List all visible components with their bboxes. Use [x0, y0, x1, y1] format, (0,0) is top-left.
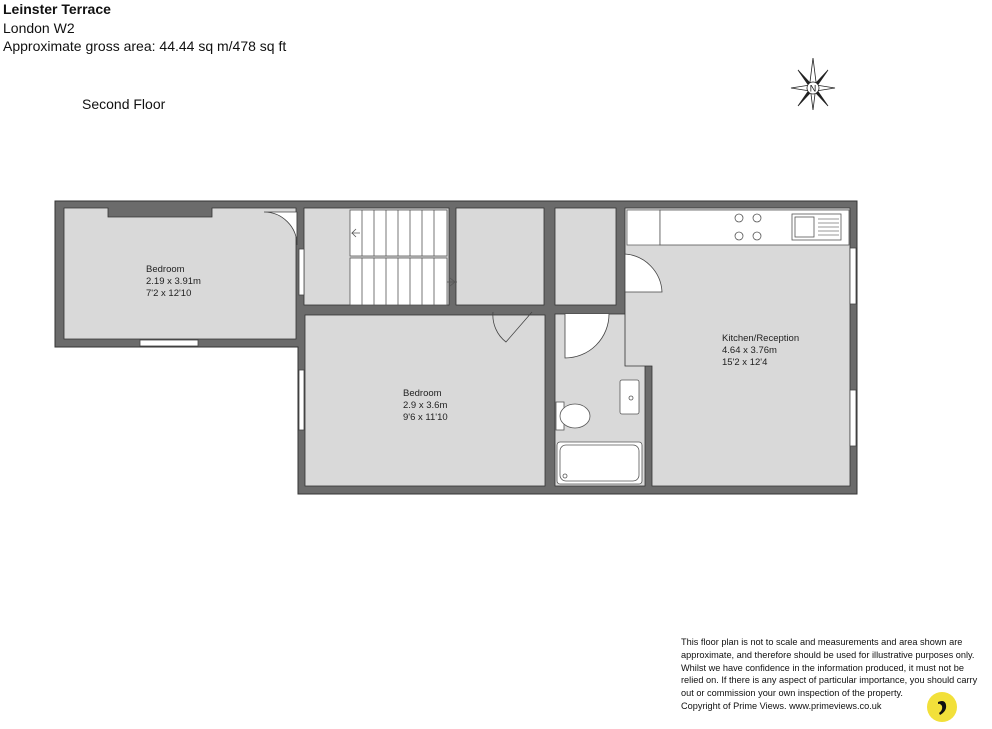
room-label-kitchen-reception	[722, 333, 799, 369]
room-name: Bedroom	[146, 264, 185, 275]
room-dimensions-metric: 2.9 x 3.6m	[403, 400, 448, 411]
room-name: Bedroom	[403, 388, 442, 399]
prime-views-logo	[926, 691, 958, 723]
copyright-line: Copyright of Prime Views. www.primeviews.co.uk	[681, 700, 882, 711]
disclaimer-line: This floor plan is not to scale and measurements and area shown are	[681, 637, 963, 647]
compass-north-label: N	[809, 83, 817, 94]
room-dimensions-imperial: 7'2 x 12'10	[146, 288, 192, 299]
floor-label: Second Floor	[82, 96, 166, 112]
room-dimensions-metric: 2.19 x 3.91m	[146, 276, 201, 287]
gross-area: Approximate gross area: 44.44 sq m/478 sq ft	[3, 38, 287, 54]
hall-floor	[456, 208, 544, 305]
room-dimensions-metric: 4.64 x 3.76m	[722, 345, 777, 356]
room-dimensions-imperial: 9'6 x 11'10	[403, 412, 448, 423]
room-label-bedroom-1	[146, 264, 201, 300]
lobby-floor	[555, 208, 616, 305]
kitchen-fittings	[660, 210, 849, 245]
room-name: Kitchen/Reception	[722, 333, 800, 344]
room-dimensions-imperial: 15'2 x 12'4	[722, 357, 768, 368]
disclaimer-line: relied on. If there is any aspect of particular importance, you should carry	[681, 675, 978, 686]
property-title: Leinster Terrace	[3, 1, 111, 17]
disclaimer-line: approximate, and therefore should be used for illustrative purposes only.	[681, 649, 975, 660]
room-label-bedroom-2	[403, 388, 448, 424]
disclaimer-line: Whilst we have confidence in the information produced, it must not be	[681, 662, 964, 673]
property-location: London W2	[3, 19, 75, 36]
disclaimer-line: out or commission your own inspection of the property.	[681, 688, 903, 699]
